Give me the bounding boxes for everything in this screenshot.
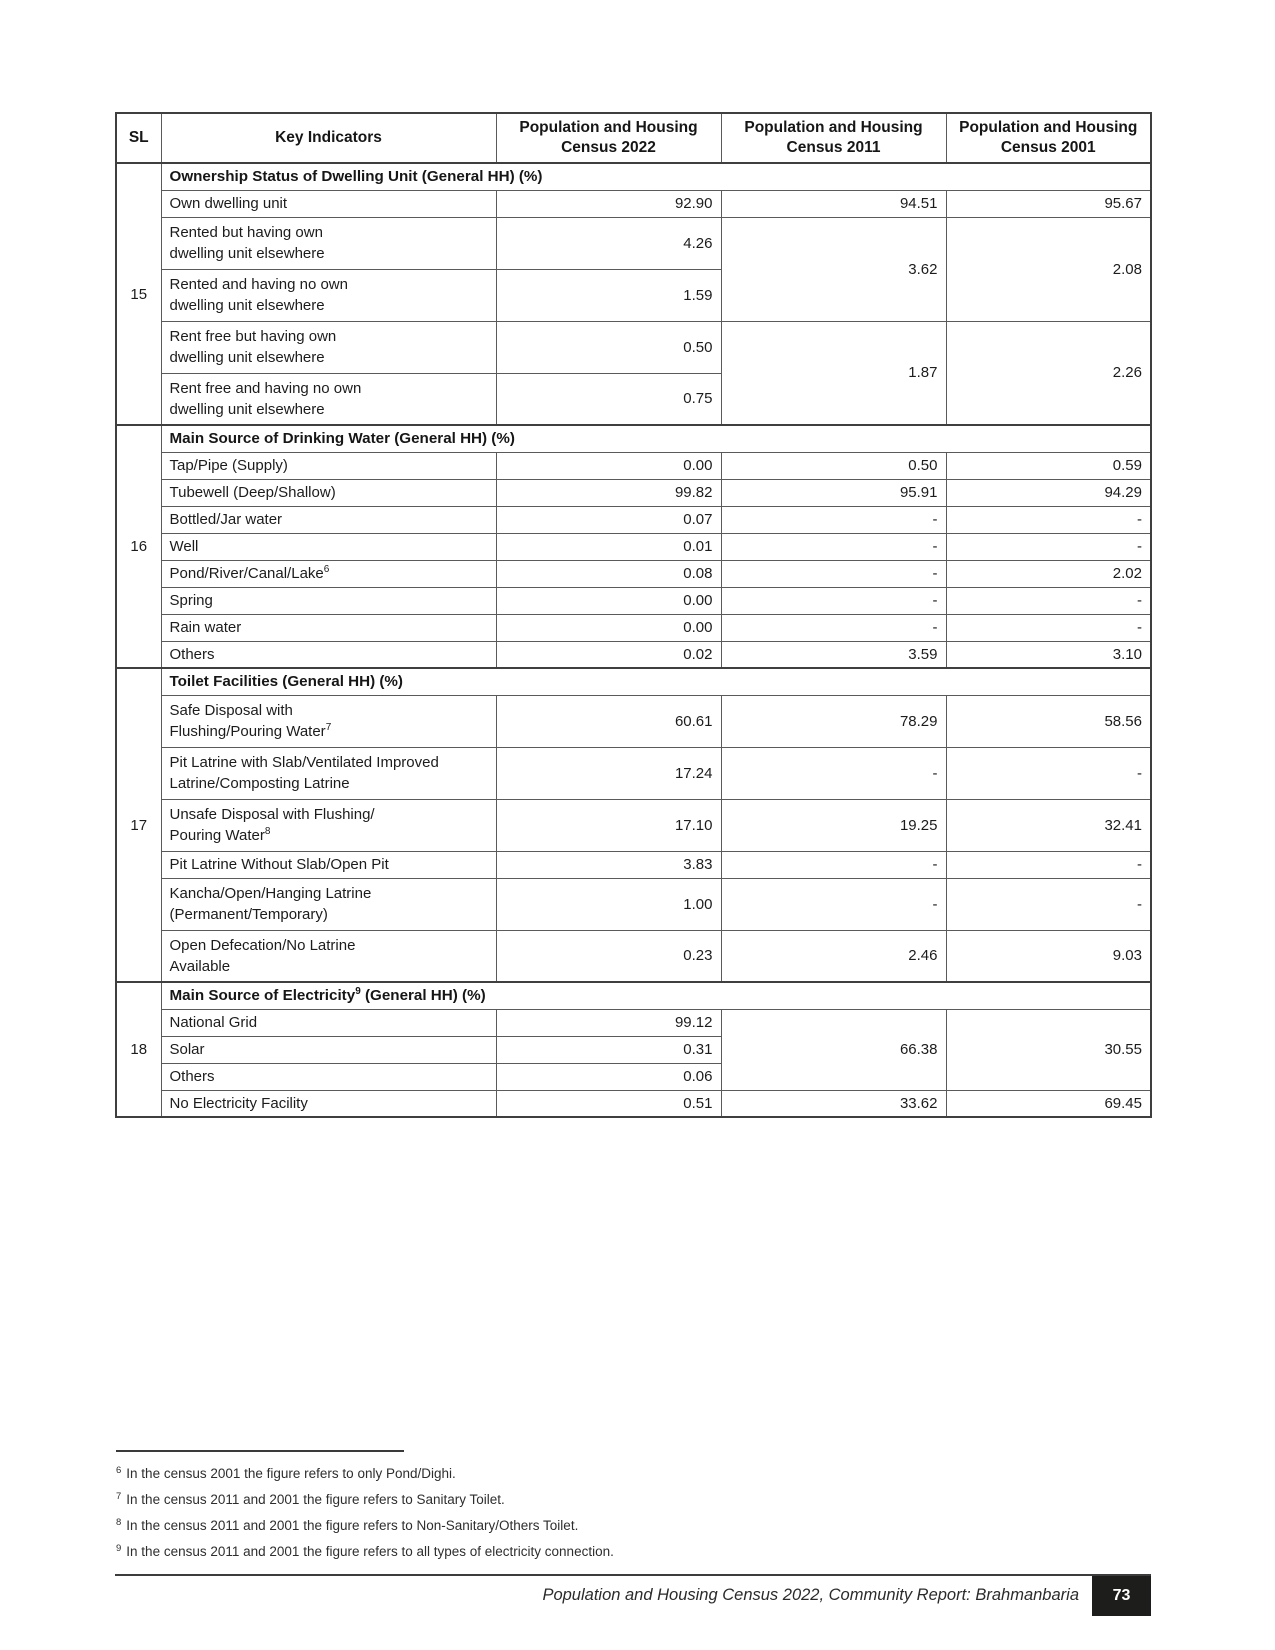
footnote-separator-rule <box>116 1450 404 1452</box>
value-cell-2001: - <box>946 614 1151 641</box>
footnote-text: In the census 2001 the figure refers to only Pond/Dighi. <box>126 1466 456 1481</box>
value-cell-2022: 99.12 <box>496 1009 721 1036</box>
indicator-row <box>116 533 1151 560</box>
column-header: Population and Housing Census 2022 <box>496 113 721 163</box>
value-cell-2022: 92.90 <box>496 190 721 217</box>
page-number-box <box>1092 1576 1151 1616</box>
value-cell-2022: 0.75 <box>496 373 721 425</box>
indicator-label: Rented but having own dwelling unit elsewhere <box>161 217 496 269</box>
indicator-label: Kancha/Open/Hanging Latrine (Permanent/Temporary) <box>161 878 496 930</box>
indicator-label: Unsafe Disposal with Flushing/ Pouring Water$^8$ <box>161 799 496 851</box>
value-cell-2001: - <box>946 747 1151 799</box>
indicator-row <box>116 479 1151 506</box>
footnote-number: 8 <box>116 1516 122 1528</box>
indicator-label: Solar <box>161 1036 496 1063</box>
value-cell-2011: 3.59 <box>721 641 946 668</box>
value-cell-2001: 30.55 <box>946 1009 1151 1090</box>
value-cell-2001: 3.10 <box>946 641 1151 668</box>
value-cell-2001: 32.41 <box>946 799 1151 851</box>
indicator-row <box>116 190 1151 217</box>
value-cell-2022: 0.51 <box>496 1090 721 1117</box>
footnote-item <box>116 1539 756 1565</box>
indicator-label: Safe Disposal with Flushing/Pouring Water$^7$ <box>161 695 496 747</box>
indicator-label: Tap/Pipe (Supply) <box>161 452 496 479</box>
value-cell-2011: - <box>721 878 946 930</box>
column-header: Population and Housing Census 2011 <box>721 113 946 163</box>
indicator-label: National Grid <box>161 1009 496 1036</box>
value-cell-2001: - <box>946 851 1151 878</box>
indicator-label: Pit Latrine Without Slab/Open Pit <box>161 851 496 878</box>
value-cell-2022: 3.83 <box>496 851 721 878</box>
indicator-row <box>116 747 1151 799</box>
indicator-row <box>116 851 1151 878</box>
section-title-cell: Ownership Status of Dwelling Unit (General HH) (%) <box>161 163 1151 190</box>
indicator-label: Rain water <box>161 614 496 641</box>
value-cell-2022: 99.82 <box>496 479 721 506</box>
indicator-row <box>116 217 1151 269</box>
value-cell-2022: 1.00 <box>496 878 721 930</box>
sl-cell: 17 <box>116 668 161 982</box>
value-cell-2022: 0.23 <box>496 930 721 982</box>
section-title-cell: Toilet Facilities (General HH) (%) <box>161 668 1151 695</box>
column-header: SL <box>116 113 161 163</box>
indicator-row <box>116 1009 1151 1036</box>
value-cell-2011: - <box>721 560 946 587</box>
indicator-row <box>116 587 1151 614</box>
indicator-row <box>116 321 1151 373</box>
column-header: Key Indicators <box>161 113 496 163</box>
footnote-ref: 9 <box>355 986 361 998</box>
indicator-label: Rent free but having own dwelling unit elsewhere <box>161 321 496 373</box>
value-cell-2001: 69.45 <box>946 1090 1151 1117</box>
value-cell-2022: 0.07 <box>496 506 721 533</box>
value-cell-2001: - <box>946 533 1151 560</box>
sl-cell: 15 <box>116 163 161 425</box>
section-title-cell: Main Source of Drinking Water (General HH) (%) <box>161 425 1151 452</box>
indicator-label: Pond/River/Canal/Lake$^6$ <box>161 560 496 587</box>
value-cell-2022: 17.24 <box>496 747 721 799</box>
page-number: 73 <box>1112 1587 1131 1604</box>
value-cell-2022: 0.00 <box>496 452 721 479</box>
value-cell-2011: 33.62 <box>721 1090 946 1117</box>
indicator-label: Own dwelling unit <box>161 190 496 217</box>
indicator-row <box>116 930 1151 982</box>
value-cell-2022: 1.59 <box>496 269 721 321</box>
footnote-item <box>116 1487 756 1513</box>
value-cell-2011: - <box>721 851 946 878</box>
value-cell-2011: 3.62 <box>721 217 946 321</box>
footnote-ref: 6 <box>323 564 330 575</box>
footer-report-title: Population and Housing Census 2022, Community Report: Brahmanbaria <box>542 1586 1079 1604</box>
value-cell-2001: 58.56 <box>946 695 1151 747</box>
sl-cell: 18 <box>116 982 161 1117</box>
value-cell-2022: 0.06 <box>496 1063 721 1090</box>
value-cell-2011: 1.87 <box>721 321 946 425</box>
value-cell-2001: 95.67 <box>946 190 1151 217</box>
indicator-row <box>116 614 1151 641</box>
indicator-label: Others <box>161 641 496 668</box>
footnote-number: 9 <box>116 1542 122 1554</box>
value-cell-2011: - <box>721 506 946 533</box>
value-cell-2022: 0.50 <box>496 321 721 373</box>
footnotes <box>116 1450 756 1565</box>
value-cell-2001: - <box>946 878 1151 930</box>
indicator-label: Rented and having no own dwelling unit elsewhere <box>161 269 496 321</box>
indicator-label: Open Defecation/No Latrine Available <box>161 930 496 982</box>
value-cell-2022: 0.01 <box>496 533 721 560</box>
value-cell-2022: 60.61 <box>496 695 721 747</box>
indicator-label: Others <box>161 1063 496 1090</box>
value-cell-2001: 2.02 <box>946 560 1151 587</box>
page-footer <box>115 1574 1151 1616</box>
value-cell-2011: - <box>721 587 946 614</box>
value-cell-2022: 4.26 <box>496 217 721 269</box>
sl-cell: 16 <box>116 425 161 668</box>
value-cell-2011: 19.25 <box>721 799 946 851</box>
value-cell-2022: 17.10 <box>496 799 721 851</box>
indicator-row <box>116 560 1151 587</box>
value-cell-2011: 94.51 <box>721 190 946 217</box>
value-cell-2001: 94.29 <box>946 479 1151 506</box>
indicator-row <box>116 1090 1151 1117</box>
footnote-text: In the census 2011 and 2001 the figure refers to Non-Sanitary/Others Toilet. <box>126 1518 579 1533</box>
value-cell-2001: 2.26 <box>946 321 1151 425</box>
value-cell-2022: 0.00 <box>496 614 721 641</box>
value-cell-2022: 0.08 <box>496 560 721 587</box>
footnote-ref: 8 <box>264 826 271 837</box>
indicator-row <box>116 799 1151 851</box>
footnote-text: In the census 2011 and 2001 the figure refers to all types of electricity connection. <box>126 1544 614 1559</box>
value-cell-2011: 0.50 <box>721 452 946 479</box>
indicator-label: Spring <box>161 587 496 614</box>
indicator-row <box>116 641 1151 668</box>
header-row <box>116 113 1151 163</box>
value-cell-2001: - <box>946 506 1151 533</box>
column-header: Population and Housing Census 2001 <box>946 113 1151 163</box>
indicator-row <box>116 695 1151 747</box>
indicator-row <box>116 878 1151 930</box>
census-indicators-table <box>115 112 1152 1118</box>
value-cell-2011: 78.29 <box>721 695 946 747</box>
indicator-label: Well <box>161 533 496 560</box>
value-cell-2022: 0.00 <box>496 587 721 614</box>
footnote-item <box>116 1513 756 1539</box>
value-cell-2011: 66.38 <box>721 1009 946 1090</box>
indicator-row <box>116 452 1151 479</box>
section-title-row <box>116 982 1151 1009</box>
section-title-cell: Main Source of Electricity$^9$ (General HH) (%) <box>161 982 1151 1009</box>
indicator-label: Bottled/Jar water <box>161 506 496 533</box>
value-cell-2011: 2.46 <box>721 930 946 982</box>
census-indicators-table-wrap <box>115 112 1152 1118</box>
value-cell-2022: 0.31 <box>496 1036 721 1063</box>
value-cell-2011: - <box>721 614 946 641</box>
table-body <box>116 163 1151 1117</box>
value-cell-2001: 2.08 <box>946 217 1151 321</box>
section-title-row <box>116 668 1151 695</box>
footnote-number: 7 <box>116 1490 122 1502</box>
indicator-label: No Electricity Facility <box>161 1090 496 1117</box>
indicator-label: Tubewell (Deep/Shallow) <box>161 479 496 506</box>
value-cell-2001: 0.59 <box>946 452 1151 479</box>
indicator-row <box>116 506 1151 533</box>
value-cell-2011: 95.91 <box>721 479 946 506</box>
section-title-row <box>116 425 1151 452</box>
footnote-text: In the census 2011 and 2001 the figure refers to Sanitary Toilet. <box>126 1492 505 1507</box>
value-cell-2022: 0.02 <box>496 641 721 668</box>
footnote-item <box>116 1461 756 1487</box>
footnote-number: 6 <box>116 1464 122 1476</box>
value-cell-2011: - <box>721 747 946 799</box>
indicator-label: Rent free and having no own dwelling unit elsewhere <box>161 373 496 425</box>
footnote-list <box>116 1461 756 1565</box>
table-header <box>116 113 1151 163</box>
value-cell-2011: - <box>721 533 946 560</box>
value-cell-2001: 9.03 <box>946 930 1151 982</box>
indicator-label: Pit Latrine with Slab/Ventilated Improved Latrine/Composting Latrine <box>161 747 496 799</box>
value-cell-2001: - <box>946 587 1151 614</box>
section-title-row <box>116 163 1151 190</box>
footnote-ref: 7 <box>325 722 332 733</box>
